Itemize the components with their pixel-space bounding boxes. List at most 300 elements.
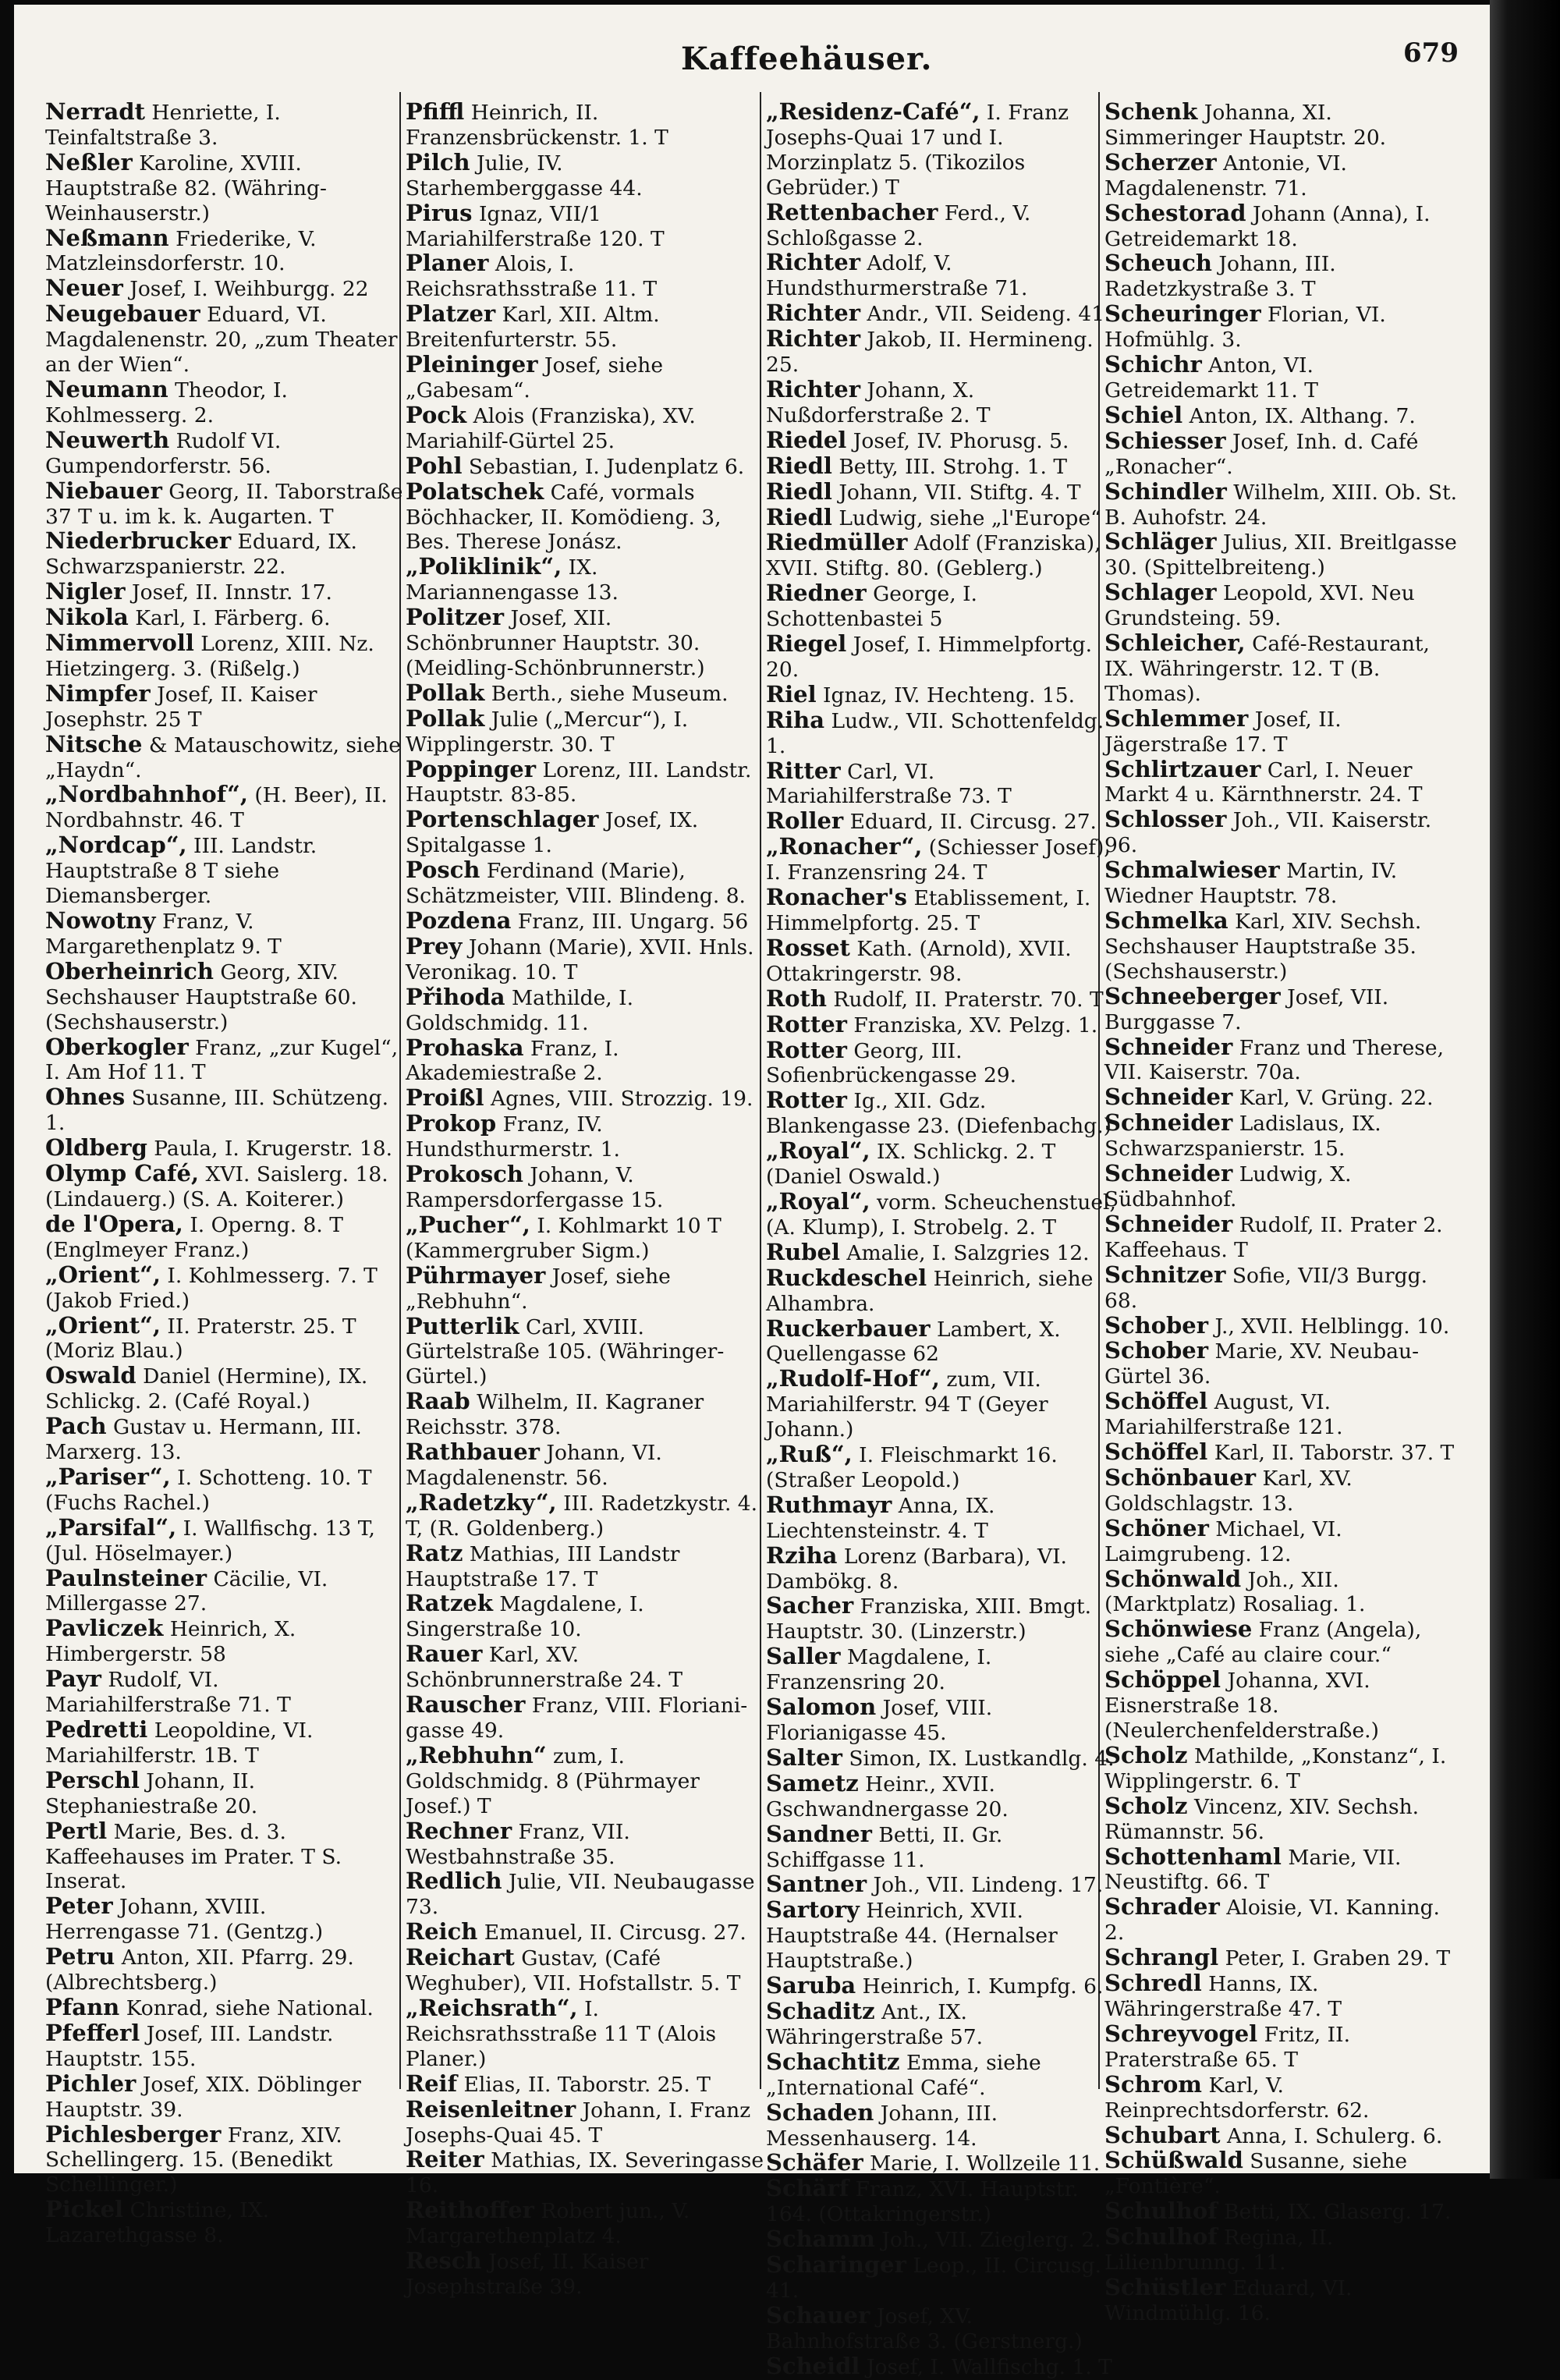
entry-details: Leopold, XVI. Neu Grundsteing. 59. bbox=[1104, 581, 1415, 631]
entry-details: Johann, VI. Magdalenenstr. 56. bbox=[406, 1441, 662, 1490]
directory-entry bbox=[406, 1036, 766, 1087]
entry-name: Scheuringer bbox=[1104, 300, 1261, 328]
entry-name: Přihoda bbox=[406, 983, 505, 1010]
entry-name: Schamm bbox=[766, 2226, 875, 2253]
entry-name: Nikola bbox=[45, 604, 129, 631]
entry-details: Eduard, VI. Windmühlg. 16. bbox=[1104, 2275, 1353, 2325]
directory-entry bbox=[766, 1266, 1126, 1317]
entry-details: Regina, II. Lilienbrunng. 11. bbox=[1104, 2226, 1334, 2275]
entry-details: Julius, XII. Breitlgasse 30. (Spittelbreiteng.) bbox=[1104, 530, 1457, 580]
entry-details: Johann, VII. Stiftg. 4. T bbox=[838, 480, 1081, 505]
entry-name: Riedel bbox=[766, 426, 847, 453]
entry-details: Heinrich, II. Franzensbrückenstr. 1. T bbox=[406, 101, 668, 150]
entry-name: „Poliklinik“, bbox=[406, 553, 562, 580]
entry-name: Schöppel bbox=[1104, 1666, 1221, 1694]
entry-name: Schüstler bbox=[1104, 2273, 1226, 2300]
directory-entry bbox=[45, 2021, 406, 2072]
entry-name: Santner bbox=[766, 1871, 867, 1898]
directory-entry bbox=[766, 936, 1126, 987]
directory-column-3 bbox=[766, 100, 1126, 2380]
entry-name: Pach bbox=[45, 1413, 107, 1440]
directory-entry bbox=[406, 353, 766, 403]
entry-details: Josef, IV. Phorusg. 5. bbox=[853, 428, 1069, 453]
entry-name: Pedretti bbox=[45, 1716, 148, 1743]
directory-entry bbox=[1104, 251, 1465, 302]
entry-details: Lambert, X. Quellengasse 62 bbox=[766, 1317, 1061, 1367]
entry-name: Schmalwieser bbox=[1104, 857, 1280, 884]
entry-name: Salomon bbox=[766, 1694, 877, 1721]
entry-details: Marie, I. Wollzeile 11. bbox=[870, 2151, 1101, 2176]
entry-details: Adolf (Franziska), XVII. Stiftg. 80. (Geblerg.) bbox=[766, 531, 1101, 581]
entry-name: Politzer bbox=[406, 604, 504, 631]
entry-name: Rechner bbox=[406, 1817, 512, 1844]
entry-details: I. Reichsrathsstraße 11 T (Alois Planer.) bbox=[406, 1996, 717, 2071]
entry-name: Sartory bbox=[766, 1896, 860, 1924]
directory-entry bbox=[45, 1212, 406, 1263]
entry-details: Ludwig, siehe „l'Europe“ bbox=[838, 505, 1101, 530]
entry-name: Riedner bbox=[766, 580, 867, 607]
entry-details: Magdalene, I. Singerstraße 10. bbox=[406, 1592, 644, 1642]
entry-details: Gustav u. Hermann, III. Marxerg. 13. bbox=[45, 1415, 362, 1465]
entry-name: „Ruß“, bbox=[766, 1441, 853, 1468]
entry-details: August, VI. Mariahilferstraße 121. bbox=[1104, 1390, 1343, 1440]
directory-entry bbox=[45, 782, 406, 833]
entry-name: Payr bbox=[45, 1665, 101, 1693]
entry-details: Leopoldine, VI. Mariahilferstr. 1B. T bbox=[45, 1718, 314, 1768]
entry-details: Agnes, VIII. Strozzig. 19. bbox=[490, 1087, 753, 1112]
entry-details: Heinrich, X. Himbergerstr. 58 bbox=[45, 1617, 296, 1667]
entry-name: Schneider bbox=[1104, 1084, 1233, 1111]
directory-entry bbox=[406, 2198, 766, 2249]
entry-details: Ig., XII. Gdz. Blankengasse 23. (Diefenbachg.) bbox=[766, 1089, 1112, 1139]
entry-details: Friederike, V. Matzleinsdorferstr. 10. bbox=[45, 226, 317, 276]
entry-details: Daniel (Hermine), IX. Schlickg. 2. (Café Royal.) bbox=[45, 1364, 368, 1414]
entry-name: Raab bbox=[406, 1388, 470, 1415]
directory-entry bbox=[45, 1035, 406, 1086]
entry-name: Pfefferl bbox=[45, 2019, 140, 2046]
entry-details: I. Franz Josephs-Quai 17 und I. Morzinplatz 5. (Tikozilos Gebrüder.) T bbox=[766, 101, 1069, 200]
directory-entry bbox=[406, 1869, 766, 1920]
directory-entry bbox=[406, 1213, 766, 1264]
entry-name: Schönbauer bbox=[1104, 1463, 1256, 1491]
entry-name: Pollak bbox=[406, 704, 485, 732]
directory-entry bbox=[45, 276, 406, 302]
entry-details: Josef, XIX. Döblinger Hauptstr. 39. bbox=[45, 2072, 361, 2122]
entry-name: Rettenbacher bbox=[766, 198, 938, 225]
directory-entry bbox=[1104, 807, 1465, 858]
entry-name: Pleininger bbox=[406, 351, 538, 378]
entry-name: Schüßwald bbox=[1104, 2147, 1243, 2174]
entry-details: Konrad, siehe National. bbox=[126, 1995, 374, 2020]
entry-details: Franz, XIV. Schellingerg. 15. (Benedikt Schellinger.) bbox=[45, 2123, 342, 2197]
entry-details: Johann (Anna), I. Getreidemarkt 18. bbox=[1104, 201, 1431, 251]
entry-details: Mathilde, „Konstanz“, I. Wipplingerstr. 6. T bbox=[1104, 1743, 1447, 1793]
directory-entry bbox=[766, 1822, 1126, 1873]
directory-entry bbox=[406, 909, 766, 935]
entry-name: Ruckdeschel bbox=[766, 1264, 927, 1291]
entry-name: Rauer bbox=[406, 1640, 483, 1668]
entry-name: Scheuch bbox=[1104, 250, 1212, 277]
entry-details: Karl, II. Taborstr. 37. T bbox=[1214, 1441, 1455, 1466]
entry-name: Portenschlager bbox=[406, 806, 599, 833]
entry-details: Franz, IV. Hundsthurmerstr. 1. bbox=[406, 1112, 620, 1162]
entry-name: Prey bbox=[406, 932, 463, 959]
page-number: 679 bbox=[1403, 37, 1459, 69]
entry-details: Franz, V. Margarethenplatz 9. T bbox=[45, 910, 282, 959]
entry-name: Pilch bbox=[406, 148, 470, 176]
directory-entry bbox=[1104, 1617, 1465, 1668]
directory-entry bbox=[1104, 984, 1465, 1035]
entry-name: Sacher bbox=[766, 1592, 854, 1619]
directory-entry bbox=[45, 1768, 406, 1819]
entry-name: Schaditz bbox=[766, 1997, 875, 2024]
entry-name: Pock bbox=[406, 401, 467, 428]
entry-details: Josef, XV. Bahnhofstraße 3. (Gerstnerg.) bbox=[766, 2304, 1083, 2353]
entry-details: Josef, XII. Schönbrunner Hauptstr. 30. (Meidling-Schönbrunnerstr.) bbox=[406, 606, 705, 680]
directory-entry bbox=[1104, 1162, 1465, 1212]
entry-name: Pohl bbox=[406, 452, 463, 479]
entry-name: Niederbrucker bbox=[45, 527, 232, 555]
entry-details: Franz (Angela), siehe „Café au claire cour.“ bbox=[1104, 1618, 1422, 1668]
directory-entry bbox=[766, 1898, 1126, 1974]
entry-details: Josef, II. Innstr. 17. bbox=[132, 580, 332, 605]
entry-name: Proißl bbox=[406, 1084, 484, 1112]
entry-details: Ladislaus, IX. Schwarzspanierstr. 15. bbox=[1104, 1112, 1381, 1162]
directory-entry bbox=[766, 1088, 1126, 1139]
directory-column-4 bbox=[1104, 100, 1465, 2326]
entry-name: Schaden bbox=[766, 2098, 874, 2126]
page-header bbox=[14, 36, 1490, 90]
directory-entry bbox=[766, 1367, 1126, 1442]
entry-name: Reiter bbox=[406, 2146, 484, 2173]
entry-name: Salter bbox=[766, 1743, 842, 1771]
directory-entry bbox=[1104, 1212, 1465, 1263]
entry-name: Oberheinrich bbox=[45, 957, 214, 984]
entry-details: Christine, IX. Lazarethgasse 8. bbox=[45, 2198, 270, 2248]
entry-details: Wilhelm, II. Kagraner Reichsstr. 378. bbox=[406, 1390, 704, 1440]
entry-name: Poppinger bbox=[406, 755, 537, 782]
entry-details: Susanne, III. Schützeng. 1. bbox=[45, 1086, 389, 1136]
directory-entry bbox=[45, 1513, 406, 1566]
entry-name: Roller bbox=[766, 807, 844, 835]
entry-name: Neßler bbox=[45, 148, 133, 176]
entry-details: Martin, IV. Wiedner Hauptstr. 78. bbox=[1104, 859, 1398, 909]
directory-entry bbox=[45, 226, 406, 277]
directory-entry bbox=[45, 1414, 406, 1465]
directory-entry bbox=[45, 1136, 406, 1162]
entry-details: Gustav, (Café Weghuber), VII. Hofstallstr. 5. T bbox=[406, 1946, 741, 1996]
directory-entry bbox=[1104, 1339, 1465, 1389]
entry-details: Johann, XVIII. Herrengasse 71. (Gentzg.) bbox=[45, 1895, 324, 1945]
entry-name: Pollak bbox=[406, 679, 485, 706]
entry-name: Schichr bbox=[1104, 351, 1202, 378]
directory-entry bbox=[406, 1945, 766, 1996]
directory-entry bbox=[766, 327, 1126, 378]
entry-details: (H. Beer), II. Nordbahnstr. 46. T bbox=[45, 783, 388, 833]
directory-entry bbox=[766, 2098, 1126, 2151]
entry-name: Posch bbox=[406, 857, 480, 884]
entry-name: Schrader bbox=[1104, 1893, 1220, 1921]
entry-name: Schiesser bbox=[1104, 427, 1226, 454]
directory-entry bbox=[766, 1139, 1126, 1190]
directory-entry bbox=[766, 1442, 1126, 1493]
entry-details: Betti, IX. Glaserg. 17. bbox=[1224, 2200, 1452, 2225]
directory-entry bbox=[1104, 1743, 1465, 1794]
directory-entry bbox=[406, 985, 766, 1036]
directory-entry bbox=[1104, 1845, 1465, 1896]
entry-name: Ratz bbox=[406, 1539, 463, 1566]
directory-entry bbox=[766, 2227, 1126, 2253]
entry-details: Vincenz, XIV. Sechsh. Rümannstr. 56. bbox=[1104, 1794, 1420, 1844]
entry-details: Cäcilie, VI. Millergasse 27. bbox=[45, 1566, 328, 1616]
entry-details: Josef, II. Kaiser Josephstr. 25 T bbox=[45, 682, 317, 732]
directory-entry bbox=[1104, 1440, 1465, 1466]
entry-name: Ronacher's bbox=[766, 884, 907, 911]
entry-details: Elias, II. Taborstr. 25. T bbox=[463, 2072, 711, 2097]
entry-name: Riedl bbox=[766, 503, 832, 530]
entry-name: Riedl bbox=[766, 477, 832, 505]
entry-details: Joh., VII. Kaiserstr. 96. bbox=[1104, 808, 1432, 858]
directory-entry bbox=[766, 250, 1126, 301]
directory-column-2 bbox=[406, 100, 766, 2300]
entry-details: Josef, VII. Burggasse 7. bbox=[1104, 984, 1389, 1034]
entry-name: „Orient“, bbox=[45, 1261, 161, 1288]
entry-details: Joh., XII. (Marktplatz) Rosaliag. 1. bbox=[1104, 1567, 1366, 1617]
directory-entry bbox=[45, 2120, 406, 2198]
entry-name: Riedmüller bbox=[766, 529, 908, 556]
entry-details: Josef, III. Landstr. Hauptstr. 155. bbox=[45, 2021, 334, 2071]
entry-details: & Matauschowitz, siehe „Haydn“. bbox=[45, 732, 401, 782]
directory-entry bbox=[766, 2354, 1126, 2380]
directory-entry bbox=[45, 2072, 406, 2123]
directory-entry bbox=[406, 454, 766, 480]
directory-entry bbox=[45, 959, 406, 1035]
directory-entry bbox=[45, 732, 406, 783]
entry-name: Schlirtzauer bbox=[1104, 755, 1261, 782]
entry-details: zum, I. Goldschmidg. 8 (Pührmayer Josef.) T bbox=[406, 1743, 700, 1818]
entry-name: Schulhof bbox=[1104, 2197, 1218, 2225]
entry-details: Mathilde, I. Goldschmidg. 11. bbox=[406, 985, 634, 1035]
entry-details: III. Landstr. Hauptstraße 8 T siehe Diemansberger. bbox=[45, 834, 317, 909]
entry-name: Scholz bbox=[1104, 1792, 1188, 1819]
directory-entry bbox=[45, 1819, 406, 1895]
entry-name: Platzer bbox=[406, 300, 496, 328]
entry-name: Neumann bbox=[45, 375, 168, 403]
entry-name: Oswald bbox=[45, 1362, 136, 1389]
entry-details: Café, vormals Böchhacker, II. Komödieng. 3, Bes. Therese Jonász. bbox=[406, 480, 722, 555]
entry-details: Carl, I. Neuer Markt 4 u. Kärnthnerstr. 24. T bbox=[1104, 757, 1423, 807]
entry-details: Café-Restaurant, IX. Währingerstr. 12. T (B. Thomas). bbox=[1104, 632, 1430, 706]
directory-entry bbox=[45, 148, 406, 226]
entry-details: vorm. Scheuchenstuel, (A. Klump), I. Strobelg. 2. T bbox=[766, 1190, 1116, 1240]
directory-entry bbox=[406, 605, 766, 681]
entry-details: Amalie, I. Salzgries 12. bbox=[846, 1240, 1090, 1265]
entry-name: Schöner bbox=[1104, 1514, 1209, 1541]
page-edge bbox=[1490, 0, 1560, 2179]
directory-entry bbox=[406, 477, 766, 555]
directory-entry bbox=[406, 1162, 766, 1213]
directory-entry bbox=[1104, 2275, 1465, 2326]
entry-details: J., XVII. Helblingg. 10. bbox=[1214, 1314, 1450, 1339]
entry-name: Schachtitz bbox=[766, 2048, 900, 2075]
directory-entry bbox=[406, 2148, 766, 2198]
entry-details: II. Praterstr. 25. T (Moriz Blau.) bbox=[45, 1314, 356, 1364]
entry-name: Scheidl bbox=[766, 2352, 860, 2379]
entry-name: Niebauer bbox=[45, 477, 162, 504]
entry-name: Schneider bbox=[1104, 1210, 1233, 1237]
directory-entry bbox=[766, 1314, 1126, 1367]
entry-details: Betti, II. Gr. Schiffgasse 11. bbox=[766, 1822, 1003, 1872]
entry-name: Pfiffl bbox=[406, 98, 465, 125]
entry-name: Schöffel bbox=[1104, 1438, 1208, 1466]
entry-name: Schindler bbox=[1104, 477, 1227, 505]
entry-details: Theodor, I. Kohlmesserg. 2. bbox=[45, 378, 288, 427]
entry-details: Joh., VII. Zieglerg. 2. bbox=[881, 2228, 1101, 2253]
entry-name: Schmelka bbox=[1104, 907, 1228, 934]
entry-name: Ruthmayr bbox=[766, 1491, 892, 1518]
entry-name: Schneider bbox=[1104, 1033, 1233, 1060]
entry-name: Schönwald bbox=[1104, 1565, 1242, 1592]
directory-entry bbox=[1104, 909, 1465, 984]
entry-details: Ignaz, IV. Hechteng. 15. bbox=[823, 683, 1076, 708]
directory-entry bbox=[45, 302, 406, 378]
entry-details: Karl, I. Färberg. 6. bbox=[135, 606, 331, 631]
entry-details: Emma, siehe „International Café“. bbox=[766, 2050, 1041, 2100]
entry-name: Scherzer bbox=[1104, 148, 1217, 176]
entry-details: Franz, „zur Kugel“, I. Am Hof 11. T bbox=[45, 1035, 399, 1085]
entry-details: Eduard, II. Circusg. 27. bbox=[849, 810, 1097, 835]
entry-details: Josef, I. Wallfischg. 1. T bbox=[866, 2354, 1112, 2379]
directory-entry bbox=[406, 704, 766, 757]
entry-details: Hanns, IX. Währingerstraße 47. T bbox=[1104, 1972, 1342, 2021]
entry-details: Carl, XVIII. Gürtelstraße 105. (Währinger-Gürtel.) bbox=[406, 1314, 725, 1389]
entry-details: Anton, VI. Getreidemarkt 11. T bbox=[1104, 353, 1318, 403]
entry-name: „Residenz-Café“, bbox=[766, 98, 980, 125]
entry-name: Schestorad bbox=[1104, 199, 1246, 226]
entry-name: „Radetzky“, bbox=[406, 1488, 557, 1516]
entry-name: Richter bbox=[766, 325, 860, 353]
directory-entry bbox=[766, 885, 1126, 936]
directory-entry bbox=[1104, 1971, 1465, 2022]
entry-details: Johann, I. Franz Josephs-Quai 45. T bbox=[406, 2098, 751, 2148]
directory-entry bbox=[45, 1566, 406, 1617]
entry-name: Paulnsteiner bbox=[45, 1564, 207, 1591]
entry-name: Neugebauer bbox=[45, 300, 200, 328]
entry-details: Franziska, XIII. Bmgt. Hauptstr. 30. (Linzerstr.) bbox=[766, 1594, 1092, 1644]
entry-details: IX. Schlickg. 2. T (Daniel Oswald.) bbox=[766, 1140, 1056, 1190]
entry-details: Andr., VII. Seideng. 41. bbox=[867, 302, 1112, 327]
entry-details: XVI. Saislerg. 18. (Lindauerg.) (S. A. Koiterer.) bbox=[45, 1162, 388, 1211]
entry-details: Karl, XV. Schönbrunnerstraße 24. T bbox=[406, 1643, 683, 1693]
directory-entry bbox=[1104, 353, 1465, 403]
directory-entry bbox=[406, 1112, 766, 1162]
entry-name: Resch bbox=[406, 2247, 482, 2275]
entry-name: Nitsche bbox=[45, 730, 143, 757]
entry-name: Ritter bbox=[766, 757, 841, 784]
entry-name: Schredl bbox=[1104, 1970, 1202, 1997]
entry-details: Franz, XVI. Hauptstr. 164. (Ottakringerstr.) bbox=[766, 2177, 1079, 2227]
entry-details: I. Kohlmarkt 10 T (Kammergruber Sigm.) bbox=[406, 1213, 722, 1263]
entry-name: „Parsifal“, bbox=[45, 1513, 177, 1541]
entry-details: Rudolf, VI. Mariahilferstraße 71. T bbox=[45, 1668, 291, 1718]
entry-details: Karl, XV. Goldschlagstr. 13. bbox=[1104, 1466, 1353, 1516]
directory-entry bbox=[1104, 2123, 1465, 2149]
directory-entry bbox=[1104, 403, 1465, 429]
directory-entry bbox=[766, 1644, 1126, 1695]
directory-entry bbox=[1104, 2199, 1465, 2225]
entry-details: George, I. Schottenbastei 5 bbox=[766, 582, 977, 632]
entry-name: Schrom bbox=[1104, 2070, 1202, 2098]
entry-name: Nerradt bbox=[45, 98, 145, 125]
entry-details: zum, VII. Mariahilferstr. 94 T (Geyer Johann.) bbox=[766, 1367, 1048, 1442]
directory-entry bbox=[406, 1440, 766, 1491]
entry-name: Schöffel bbox=[1104, 1388, 1208, 1415]
directory-entry bbox=[766, 301, 1126, 327]
directory-entry bbox=[1104, 2225, 1465, 2275]
directory-entry bbox=[45, 1894, 406, 1945]
directory-entry bbox=[45, 1465, 406, 1516]
entry-details: Franz, III. Ungarg. 56 bbox=[517, 910, 749, 934]
entry-name: Pozdena bbox=[406, 907, 512, 934]
entry-details: Simon, IX. Lustkandlg. 4. bbox=[849, 1746, 1115, 1771]
entry-name: „Nordbahnhof“, bbox=[45, 781, 248, 808]
directory-entry bbox=[406, 1819, 766, 1870]
directory-entry bbox=[766, 1999, 1126, 2050]
entry-name: Schober bbox=[1104, 1337, 1209, 1364]
directory-entry bbox=[766, 835, 1126, 885]
entry-name: Pichler bbox=[45, 2070, 136, 2097]
directory-entry bbox=[45, 1085, 406, 1136]
entry-name: Pührmayer bbox=[406, 1261, 546, 1289]
entry-name: Reithoffer bbox=[406, 2197, 534, 2224]
directory-entry bbox=[1104, 2148, 1465, 2199]
entry-name: Prokop bbox=[406, 1110, 497, 1137]
directory-entry bbox=[766, 477, 1126, 505]
entry-details: Ant., IX. Währingerstraße 57. bbox=[766, 1999, 983, 2049]
directory-entry bbox=[45, 428, 406, 479]
entry-details: I. Operng. 8. T (Englmeyer Franz.) bbox=[45, 1212, 343, 1262]
directory-page bbox=[14, 5, 1490, 2379]
entry-name: Schläger bbox=[1104, 528, 1217, 555]
entry-details: Lorenz, III. Landstr. Hauptstr. 83-85. bbox=[406, 757, 752, 807]
directory-entry bbox=[766, 530, 1126, 581]
entry-name: „Reichsrath“, bbox=[406, 1994, 578, 2021]
directory-entry bbox=[45, 833, 406, 909]
directory-entry bbox=[766, 100, 1126, 200]
directory-entry bbox=[45, 1364, 406, 1414]
entry-name: „Rudolf-Hof“, bbox=[766, 1365, 940, 1392]
directory-entry bbox=[1104, 302, 1465, 353]
entry-name: Schrangl bbox=[1104, 1944, 1219, 1971]
directory-entry bbox=[45, 479, 406, 530]
directory-entry bbox=[1104, 148, 1465, 201]
entry-details: Carl, VI. Mariahilferstraße 73. T bbox=[766, 759, 1012, 809]
directory-entry bbox=[406, 1541, 766, 1592]
entry-details: Rudolf, II. Prater 2. Kaffeehaus. T bbox=[1104, 1212, 1443, 1262]
directory-entry bbox=[766, 505, 1126, 531]
directory-entry bbox=[1104, 1668, 1465, 1743]
entry-details: Josef, siehe „Gabesam“. bbox=[406, 353, 663, 403]
entry-name: Schlager bbox=[1104, 579, 1217, 606]
entry-name: Nowotny bbox=[45, 907, 156, 934]
entry-name: Schlosser bbox=[1104, 806, 1227, 833]
directory-entry bbox=[406, 251, 766, 302]
entry-details: Emanuel, II. Circusg. 27. bbox=[484, 1921, 746, 1945]
entry-name: Reif bbox=[406, 2070, 458, 2097]
directory-entry bbox=[1104, 477, 1465, 530]
entry-name: Schubart bbox=[1104, 2121, 1221, 2148]
entry-name: „Nordcap“, bbox=[45, 832, 187, 859]
